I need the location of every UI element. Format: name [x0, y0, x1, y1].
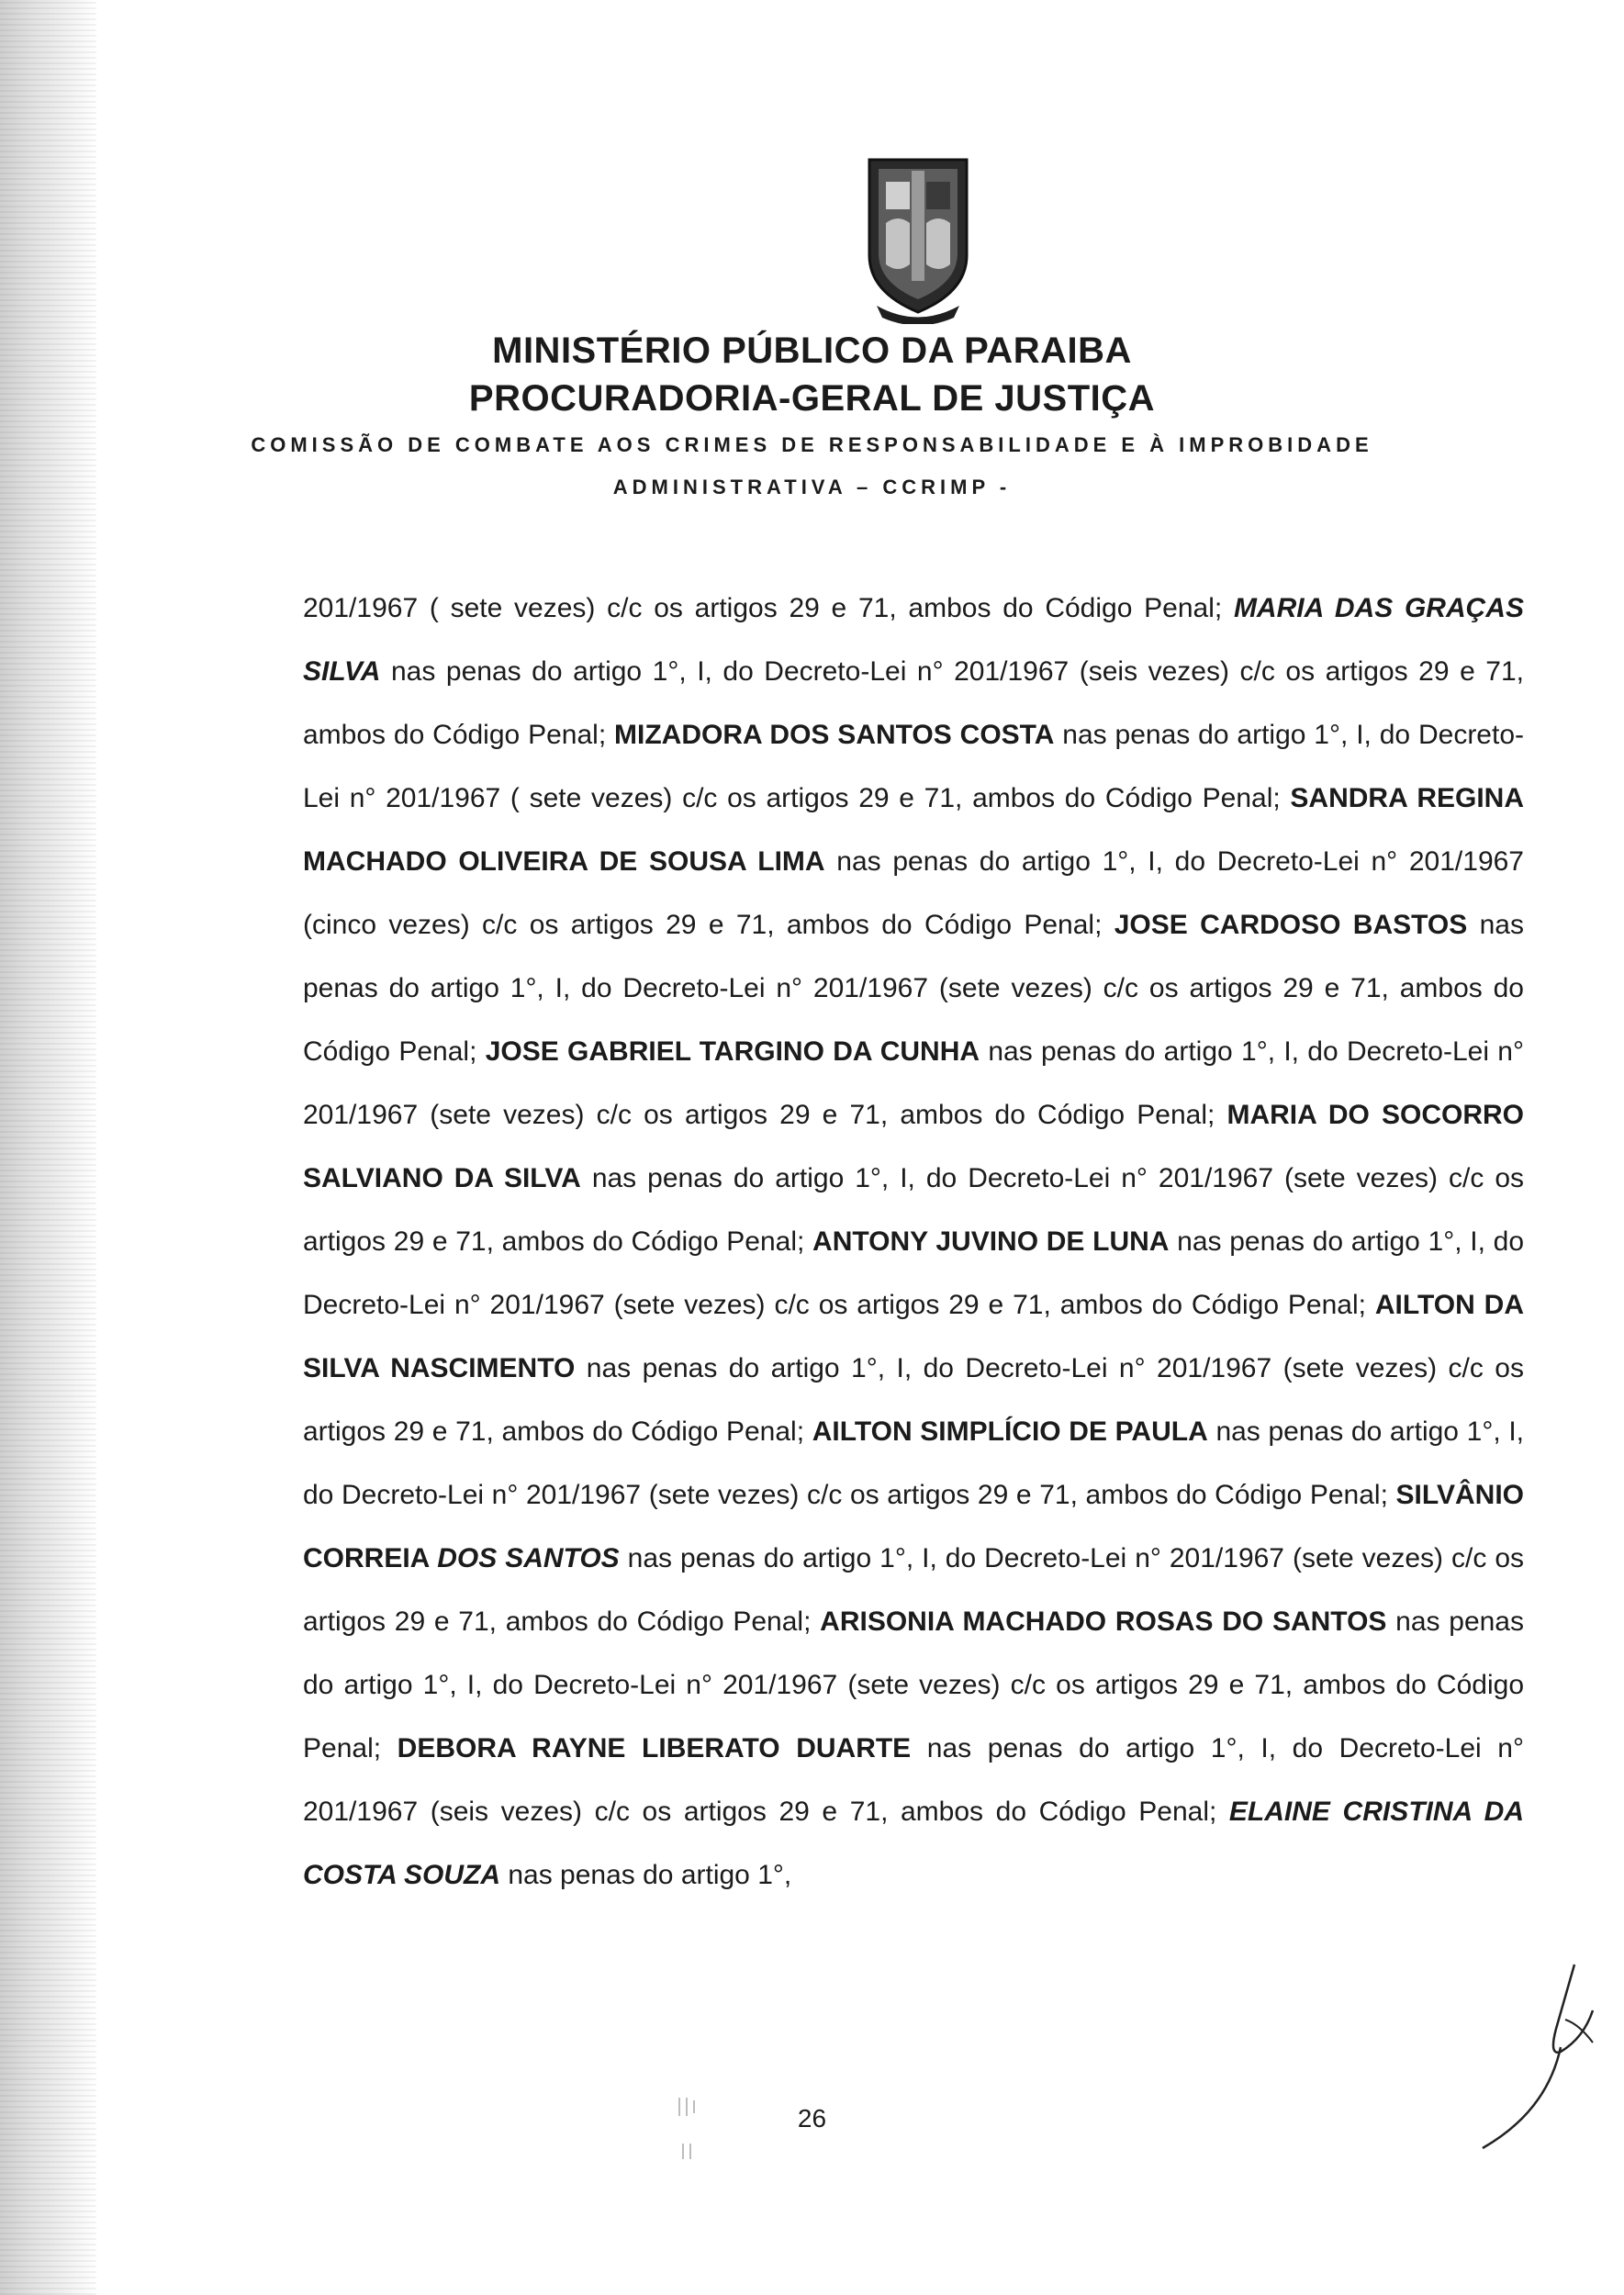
coat-of-arms-emblem — [858, 154, 978, 324]
defendant-name: ARISONIA MACHADO ROSAS DO SANTOS — [820, 1606, 1387, 1637]
body-text-run: nas penas do artigo 1°, I, do Decreto-Lei n° 201/1967 (sete vezes) c/c os artigos 29 e 71, ambos do Código Penal; — [303, 1226, 1525, 1320]
defendant-name: DEBORA RAYNE LIBERATO DUARTE — [397, 1733, 912, 1763]
page-number: 26 — [797, 2104, 827, 2133]
header-institution: MINISTÉRIO PÚBLICO DA PARAIBA — [492, 330, 1132, 371]
body-text-run: nas penas do artigo 1°, I, do Decreto-Lei n° 201/1967 (seis vezes) c/c os artigos 29 e 71, ambos do Código Penal; — [303, 656, 1524, 750]
defendant-name: DOS SANTOS — [437, 1543, 620, 1573]
defendant-name: JOSE GABRIEL TARGINO DA CUNHA — [485, 1036, 980, 1067]
body-text-run: nas penas do artigo 1°, I, do Decreto-Lei n° 201/1967 ( sete vezes) c/c os artigos 29 e 71, ambos do Código Penal; — [303, 720, 1525, 813]
defendant-name: SILVÂNIO CORREIA — [303, 1480, 1524, 1573]
header-commission-cont: ADMINISTRATIVA – CCRIMP - — [612, 476, 1012, 498]
defendant-name: SANDRA REGINA MACHADO OLIVEIRA DE SOUSA LIMA — [303, 783, 1524, 877]
body-text-run: nas penas do artigo 1°, I, do Decreto-Lei n° 201/1967 (sete vezes) c/c os artigos 29 e 71, ambos do Código Penal; — [303, 1606, 1524, 1763]
faint-scan-marks — [661, 2093, 734, 2166]
body-text-run: nas penas do artigo 1°, I, do Decreto-Lei n° 201/1967 (cinco vezes) c/c os artigos 29 e 71, ambos do Código Penal; — [303, 846, 1524, 940]
body-text-run: nas penas do artigo 1°, I, do Decreto-Lei n° 201/1967 (sete vezes) c/c os artigos 29 e 71, ambos do Código Penal; — [303, 910, 1524, 1067]
header-commission: COMISSÃO DE COMBATE AOS CRIMES DE RESPONSABILIDADE E À IMPROBIDADE — [251, 433, 1373, 456]
defendant-name: MIZADORA DOS SANTOS COSTA — [614, 720, 1055, 750]
defendant-name: MARIA DO SOCORRO SALVIANO DA SILVA — [303, 1100, 1524, 1193]
body-text-run: nas penas do artigo 1°, I, do Decreto-Lei n° 201/1967 (sete vezes) c/c os artigos 29 e 71, ambos do Código Penal; — [303, 1036, 1524, 1130]
body-text-run: nas penas do artigo 1°, I, do Decreto-Lei n° 201/1967 (sete vezes) c/c os artigos 29 e 71, ambos do Código Penal; — [303, 1543, 1525, 1637]
defendant-name: MARIA DAS GRAÇAS SILVA — [303, 593, 1524, 687]
defendant-name: AILTON SIMPLÍCIO DE PAULA — [812, 1416, 1208, 1447]
body-text-run: nas penas do artigo 1°, — [500, 1860, 792, 1890]
defendant-name: ANTONY JUVINO DE LUNA — [812, 1226, 1170, 1257]
body-text-run: nas penas do artigo 1°, I, do Decreto-Lei n° 201/1967 (sete vezes) c/c os artigos 29 e 71, ambos do Código Penal; — [303, 1416, 1525, 1510]
body-paragraph — [303, 577, 1524, 1907]
defendant-name: JOSE CARDOSO BASTOS — [1114, 910, 1468, 940]
body-text-run: nas penas do artigo 1°, I, do Decreto-Lei n° 201/1967 (sete vezes) c/c os artigos 29 e 71, ambos do Código Penal; — [303, 1353, 1524, 1447]
handwritten-signature — [1464, 1955, 1602, 2157]
body-text-run: 201/1967 ( sete vezes) c/c os artigos 29 e 71, ambos do Código Penal; — [303, 593, 1234, 623]
defendant-name: AILTON DA SILVA NASCIMENTO — [303, 1290, 1525, 1383]
defendant-name: ELAINE CRISTINA DA COSTA SOUZA — [303, 1797, 1525, 1890]
body-text-run: nas penas do artigo 1°, I, do Decreto-Lei n° 201/1967 (seis vezes) c/c os artigos 29 e 71, ambos do Código Penal; — [303, 1733, 1524, 1827]
body-text-run: nas penas do artigo 1°, I, do Decreto-Lei n° 201/1967 (sete vezes) c/c os artigos 29 e 71, ambos do Código Penal; — [303, 1163, 1525, 1257]
header-department: PROCURADORIA-GERAL DE JUSTIÇA — [468, 378, 1156, 419]
